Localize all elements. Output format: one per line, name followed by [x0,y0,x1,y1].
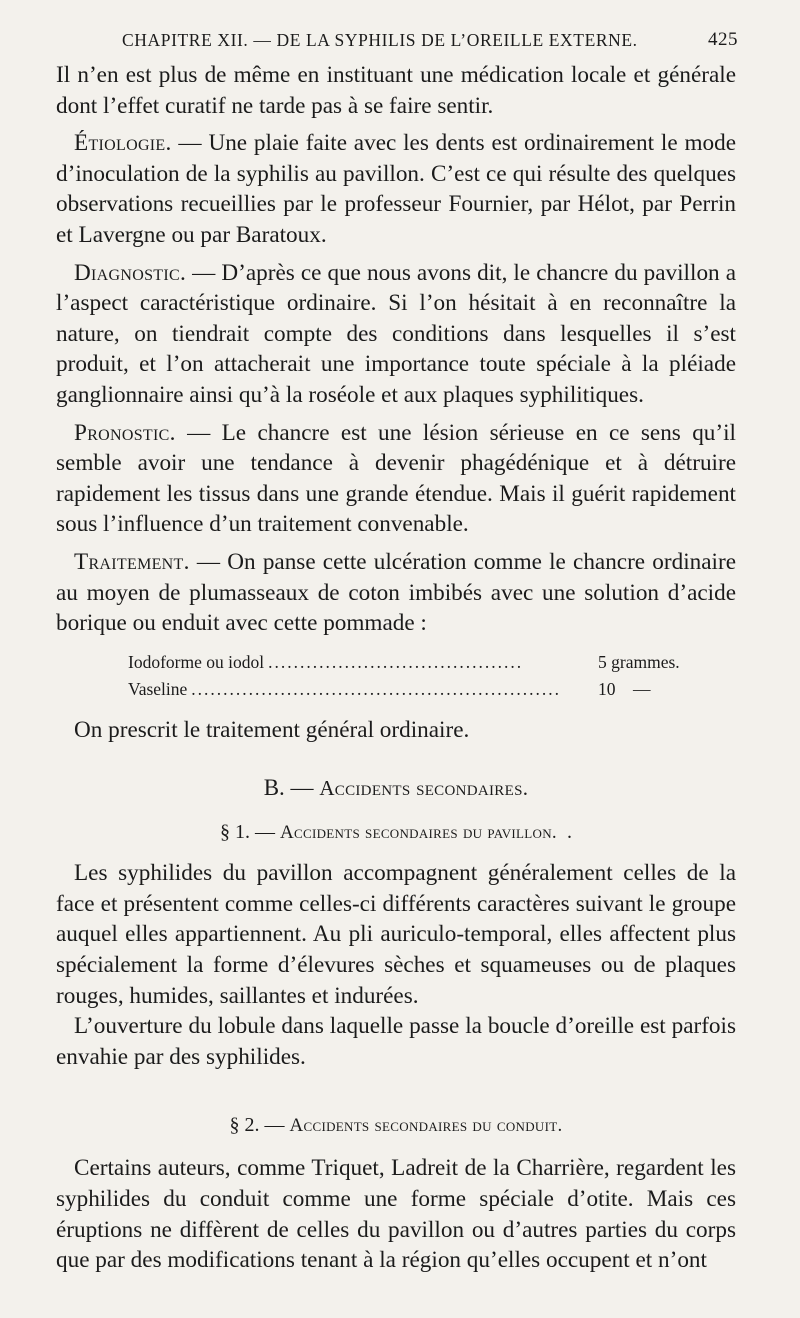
paragraph-etiologie [56,128,736,250]
paragraph-prescrit: On prescrit le traitement général ordinaire. [74,716,470,743]
subsection-number: § 1. — [220,821,281,844]
subsection-trail: . [556,821,572,844]
formula-quantity: 10 — [598,678,651,699]
paragraph-lobule: L’ouverture du lobule dans laquelle passe la boucle d’oreille est parfois envahie par des syphilides. [56,1013,736,1070]
subsection-title: Accidents secondaires du pavillon. [280,822,557,844]
page-body [56,60,736,1276]
formula-ingredient: Vaseline [128,678,188,699]
formula-leader-dots: .......................................................... [191,678,562,699]
paragraph-pronostic [56,418,736,540]
paragraph-syphilides-pavillon: Les syphilides du pavillon accompagnent généralement celles de la face et présentent comme celles-ci différents caractères suivant le groupe auquel elles appartiennent. Au pli auriculo-temporal, elles affectent plus spécialement la forme d’élevures sèches et squameuses ou de plaques rouges, humides, saillantes et indurées. [56,860,736,1009]
diagnostic-text: — D’après ce que nous avons dit, le chancre du pavillon a l’aspect caractéristique ordinaire. Si l’on hésitait à en reconnaître la nature, on tiendrait compte des conditions dans lesquelles il s’est produit, et l’on attacherait une importance toute spéciale à la pléiade ganglionnaire ainsi qu’à la roséole et aux plaques syphilitiques. [56,259,736,408]
subsection-title: Accidents secondaires du conduit. [289,1115,563,1137]
paragraph-traitement [56,547,736,639]
formula-row [128,649,688,676]
subsection-heading-1 [56,821,736,844]
running-header [0,26,800,60]
pronostic-text: — Le chancre est une lésion sérieuse en ce sens qu’il semble avoir une tendance à devenir phagédénique et à détruire rapidement les tissus dans une grande étendue. Mais il guérit rapidement sous l’influence d’un traitement convenable. [56,419,736,538]
section-heading-b [56,775,736,801]
diagnostic-heading: Diagnostic. [74,259,187,286]
formula-quantity: 5 grammes. [598,651,680,672]
traitement-heading: Traitement. [74,548,190,575]
traitement-text: — On panse cette ulcération comme le chancre ordinaire au moyen de plumasseaux de coton imbibés avec une solution d’acide borique ou enduit avec cette pommade : [56,548,736,637]
formula-leader-dots: ........................................ [268,651,524,672]
paragraph-medication: Il n’en est plus de même en instituant une médication locale et générale dont l’effet curatif ne tarde pas à se faire sentir. [56,62,736,119]
etiologie-text: — Une plaie faite avec les dents est ordinairement le mode d’inoculation de la syphilis au pavillon. C’est ce qui résulte des quelques observations recueillies par le professeur Fournier, par Hélot, par Perrin et Lavergne ou par Baratoux. [56,130,736,248]
subsection-number: § 2. — [229,1114,290,1137]
running-title: CHAPITRE XII. — DE LA SYPHILIS DE L’OREILLE EXTERNE. [122,30,638,50]
paragraph-syphilides-conduit: Certains auteurs, comme Triquet, Ladreit de la Charrière, regardent les syphilides du conduit comme une forme spéciale d’otite. Mais ces éruptions ne diffèrent de celles du pavillon ou d’autres parties du corps que par des modifications tenant à la région qu’elles occupent et n’ont [56,1155,736,1274]
page-number: 425 [708,29,738,50]
etiologie-heading: Étiologie. [74,130,172,157]
section-letter: B. — [263,775,320,801]
pommade-formula [128,649,688,703]
formula-ingredient: Iodoforme ou iodol [128,651,265,672]
section-title: Accidents secondaires. [319,776,529,801]
paragraph-diagnostic [56,258,736,411]
pronostic-heading: Pronostic. [74,419,176,446]
subsection-heading-2 [56,1114,736,1137]
formula-row [128,676,688,703]
